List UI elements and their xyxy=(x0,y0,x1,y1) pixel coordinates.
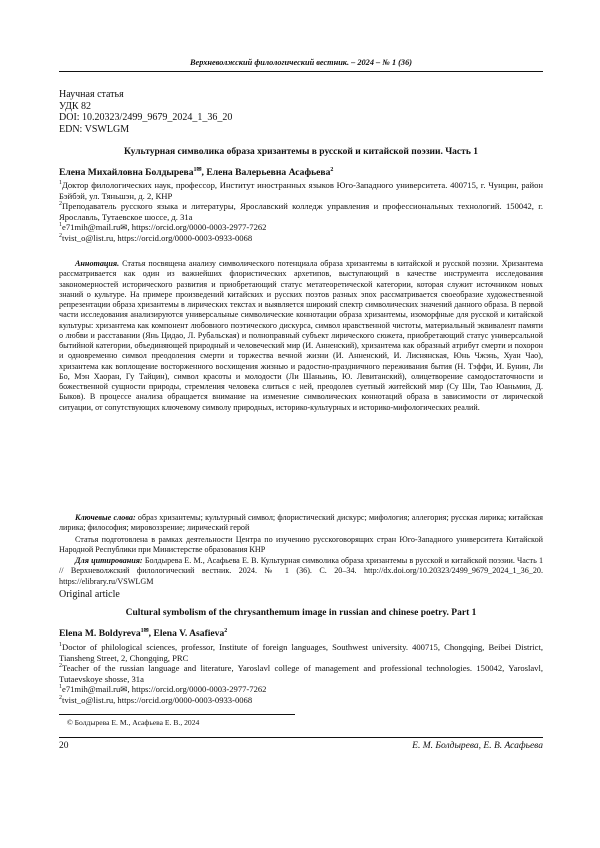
ru-citation-label: Для цитирования: xyxy=(75,556,143,565)
running-head: Верхневолжский филологический вестник. – 2024 – № 1 (36) xyxy=(59,58,543,67)
en-affil2-sup: 2 xyxy=(59,663,62,670)
ru-author1-sup: 1✉ xyxy=(193,166,202,173)
en-title: Cultural symbolism of the chrysanthemum image in russian and chinese poetry. Part 1 xyxy=(125,608,477,618)
ru-email1-sup: 1 xyxy=(59,222,62,229)
ru-author1: Елена Михайловна Болдырева xyxy=(59,167,194,178)
edn: EDN: VSWLGM xyxy=(59,124,130,136)
en-author1: Elena M. Boldyreva xyxy=(59,628,141,639)
ru-keywords xyxy=(59,513,543,534)
en-email1[interactable]: e71mih@mail.ru✉, https://orcid.org/0000-0003-2977-7262 xyxy=(62,684,267,695)
footnote-divider xyxy=(59,714,295,715)
ru-affiliations xyxy=(59,180,543,244)
ru-author2: Елена Валерьевна Асафьева xyxy=(206,167,331,178)
en-author2: Elena V. Asafieva xyxy=(153,628,225,639)
ru-keywords-label: Ключевые слова: xyxy=(75,513,136,522)
copyright: © Болдырева Е. М., Асафьева Е. В., 2024 xyxy=(67,718,200,727)
en-email2-sup: 2 xyxy=(59,695,62,702)
en-author2-sup: 2 xyxy=(224,627,228,634)
ru-keywords-text: образ хризантемы; культурный символ; флористический дискурс; мифология; аллегория; русская лирика; китайская лирика; философия; мировоззрение; лирический герой xyxy=(59,513,544,533)
en-affiliations xyxy=(59,642,543,706)
en-affil1: Doctor of philological sciences, professor, Institute of foreign languages, Southwest university. 400715, Chongqing, Beibei District, Tiansheng Street, 2, Chongqing, PRC xyxy=(59,642,543,663)
article-meta xyxy=(59,89,232,136)
en-affil1-sup: 1 xyxy=(59,642,62,649)
udk: УДК 82 xyxy=(59,100,92,112)
en-article-type: Original article xyxy=(59,589,120,600)
ru-funding: Статья подготовлена в рамках деятельности Центра по изучению русскоговорящих стран Юго-Западного университета Китайской Народной Республики при Министерстве образования КНР xyxy=(59,535,543,555)
page xyxy=(59,0,543,848)
ru-title: Культурная символика образа хризантемы в русской и китайской поэзии. Часть 1 xyxy=(124,147,478,157)
en-email2[interactable]: tvist_o@list.ru, https://orcid.org/0000-0003-0933-0068 xyxy=(62,694,253,705)
doi: DOI: 10.20323/2499_9679_2024_1_36_20 xyxy=(59,112,233,124)
en-author1-sup: 1✉ xyxy=(140,627,149,634)
ru-author2-sup: 2 xyxy=(330,166,334,173)
ru-affil2-sup: 2 xyxy=(59,201,62,208)
ru-citation xyxy=(59,556,543,587)
ru-email2-sup: 2 xyxy=(59,233,62,240)
ru-abstract-label: Аннотация. xyxy=(75,259,120,268)
ru-email1[interactable]: e71mih@mail.ru✉, https://orcid.org/0000-0003-2977-7262 xyxy=(62,222,267,233)
ru-affil1-sup: 1 xyxy=(59,180,62,187)
ru-email2[interactable]: tvist_o@list.ru, https://orcid.org/0000-0003-0933-0068 xyxy=(62,232,253,243)
ru-citation-text: Болдырева Е. М., Асафьева Е. В. Культурная символика образа хризантемы в русской и китайской поэзии. Часть 1 // Верхневолжский филологический вестник. 2024. № 1 (36). С. 20–34. http://dx.doi.org/10.20323/2499_9679_2024_1_36_20. https://elibrary.ru/VSWLGM xyxy=(59,556,544,586)
article-type: Научная статья xyxy=(59,89,124,100)
en-authors: Elena M. Boldyreva$^{1✉}$, Elena V. Asafieva$^2$ xyxy=(59,627,228,639)
footer-authors: Е. М. Болдырева, Е. В. Асафьева xyxy=(412,741,543,751)
ru-affil2: Преподаватель русского языка и литературы, Ярославский колледж управления и профессиональных технологий. 150042, г. Ярославль, Тутаевское шоссе, д. 31а xyxy=(59,201,543,222)
page-number: 20 xyxy=(59,741,69,751)
ru-abstract-text: Статья посвящена анализу символического потенциала образа хризантемы в китайской и русской поэзии. Хризантема рассматривается как один из важнейших флористических архетипов, выступающий в качестве инструмента исследования закономерностей исторического развития и приобретающий статус метатеоретической категории, которая служит источником новых знаний о культуре. На примере произведений китайских и русских поэтов разных эпох рассматривается своеобразие художественной репрезентации образа хризантемы в лирических текстах и выявляется широкий спектр символических значений данного образа. В первой части исследования анализируются универсальные символические коннотации образа хризантемы, изоморфные для русской и китайской культуры: хризантема как компонент любовного поэтического дискурса, символ нравственной чистоты, материальный эквивалент памяти о любви и расставании (Янь Цидао, Л. Рубальская) и полноправный субъект лирического сюжета, приобретающий статус универсальной бытийной категории, объединяющей природный и человеческий мир (И. Анненский), хризантема как образный атрибут смерти и похорон и одновременно символ преодоления смерти и торжества вечной жизни (И. Анненский, И. Лиснянская, Юнь Чжэнь, Хуан Чао), хризантема как воплощение восторженного восхищения жизнью и радостно-праздничного переживания бытия (Н. Тэффи, И. Бунин, Ли Бо, Мэн Хаоран, Гу Тайцин), символ красоты и молодости (Ли Шаньинь, Ю. Левитанский), олицетворение самодостаточности и божественной сущности природы, стремления человека слиться с ней, преодолев суетный житейский мир (Су Ши, Тао Юаньмин, Д. Быков). В процессе анализа обращается внимание на изменение символических коннотаций образа в зависимости от лирической ситуации, от сопутствующих ключевому символу природных, историко-культурных и историко-мифологических реалий. xyxy=(59,259,543,412)
ru-abstract xyxy=(59,259,543,413)
ru-affil1: Доктор филологических наук, профессор, Институт иностранных языков Юго-Западного университета. 400715, г. Чунцин, район Бэйбэй, ул. Тяньшэн, д. 2, КНР xyxy=(59,180,543,201)
en-email1-sup: 1 xyxy=(59,684,62,691)
en-affil2: Teacher of the russian language and literature, Yaroslavl college of management and professional technologies. 150042, Yaroslavl, Tutaevskoye shosse, 31a xyxy=(59,663,543,684)
ru-authors: Елена Михайловна Болдырева$^{1✉}$, Елена Валерьевна Асафьева$^2$ xyxy=(59,166,334,178)
